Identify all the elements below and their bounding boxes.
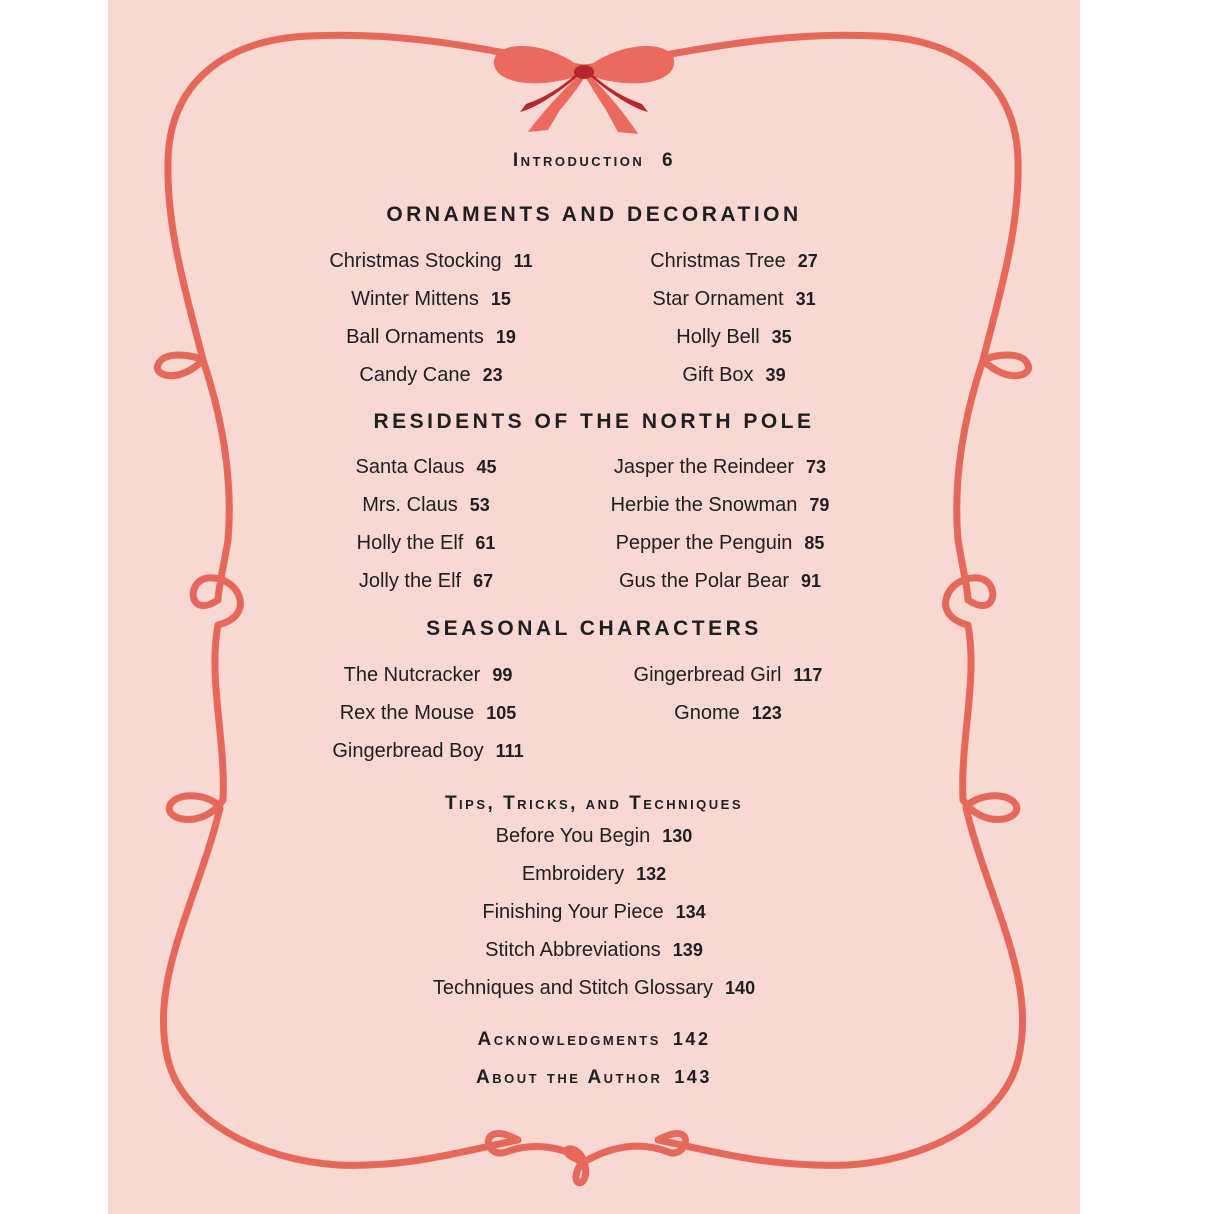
section-title-north-pole: RESIDENTS OF THE NORTH POLE: [373, 410, 815, 433]
intro-page: 6: [662, 150, 676, 171]
toc-entry[interactable]: [614, 455, 826, 479]
toc-entry[interactable]: [108, 900, 1080, 924]
toc-entry[interactable]: [344, 663, 513, 687]
entry-label: Mrs. Claus: [362, 494, 458, 516]
entry-label: Gift Box: [682, 364, 754, 386]
entry-label: Christmas Tree: [650, 250, 786, 272]
toc-entry[interactable]: [362, 493, 490, 517]
toc-entry[interactable]: [619, 569, 821, 593]
entry-page: 105: [486, 703, 517, 723]
entry-label: Embroidery: [521, 863, 625, 885]
toc-entry[interactable]: [340, 701, 517, 725]
toc-entry[interactable]: [650, 249, 818, 273]
toc-entry[interactable]: [346, 325, 516, 349]
toc-entry-about-author[interactable]: [108, 1067, 1080, 1089]
entry-page: 117: [793, 665, 823, 685]
entry-page: 134: [675, 902, 706, 922]
entry-page: 79: [809, 495, 830, 515]
toc-entry[interactable]: [359, 569, 493, 593]
entry-page: 91: [801, 571, 822, 591]
entry-page: 85: [804, 533, 825, 553]
entry-page: 15: [490, 289, 511, 309]
toc-entry[interactable]: [332, 739, 523, 763]
entry-page: 39: [765, 365, 786, 385]
entry-label: Ball Ornaments: [346, 326, 484, 348]
toc-entry[interactable]: [329, 249, 532, 273]
entry-label: Techniques and Stitch Glossary: [432, 977, 714, 999]
toc-entry[interactable]: [108, 938, 1080, 962]
entry-page: 111: [495, 741, 524, 761]
entry-label: Finishing Your Piece: [482, 901, 664, 923]
entry-label: Before You Begin: [495, 825, 651, 847]
entry-label: Candy Cane: [359, 364, 471, 386]
entry-label: Jasper the Reindeer: [613, 456, 795, 478]
entry-label: Herbie the Snowman: [610, 494, 798, 516]
entry-page: 130: [662, 826, 693, 846]
entry-label: Star Ornament: [652, 288, 784, 310]
entry-label: Gingerbread Girl: [633, 664, 782, 686]
entry-page: 139: [672, 940, 703, 960]
intro-entry[interactable]: [108, 150, 1080, 172]
entry-page: 140: [725, 978, 756, 998]
entry-page: 67: [473, 571, 494, 591]
entry-page: 123: [751, 703, 782, 723]
toc-entry[interactable]: [634, 663, 823, 687]
toc-entry[interactable]: [674, 701, 782, 725]
entry-page: 143: [674, 1067, 712, 1087]
entry-label: Santa Claus: [355, 456, 465, 478]
toc-entry[interactable]: [108, 824, 1080, 848]
toc-entry[interactable]: [359, 363, 502, 387]
toc-entry[interactable]: [652, 287, 815, 311]
toc-entry[interactable]: [676, 325, 791, 349]
entry-label: Winter Mittens: [351, 288, 479, 310]
entry-page: 35: [771, 327, 792, 347]
tips-title: Tips, Tricks, and Techniques: [444, 793, 744, 814]
toc-entry[interactable]: [351, 287, 511, 311]
entry-label: Stitch Abbreviations: [485, 939, 661, 961]
entry-label: Jolly the Elf: [358, 570, 462, 592]
entry-label: Holly the Elf: [356, 532, 464, 554]
toc-page: [108, 0, 1080, 1214]
entry-page: 142: [672, 1029, 711, 1049]
entry-label: Christmas Stocking: [329, 250, 502, 272]
entry-page: 31: [795, 289, 816, 309]
toc-entry[interactable]: [611, 493, 830, 517]
toc-entry[interactable]: [616, 531, 825, 555]
entry-label: Rex the Mouse: [339, 702, 475, 724]
entry-label: Gingerbread Boy: [332, 740, 484, 762]
toc-entry[interactable]: [682, 363, 785, 387]
entry-page: 61: [475, 533, 496, 553]
entry-label: Gus the Polar Bear: [618, 570, 790, 592]
entry-page: 53: [469, 495, 490, 515]
entry-page: 73: [806, 457, 827, 477]
entry-label: Pepper the Penguin: [615, 532, 793, 554]
toc-entry[interactable]: [108, 862, 1080, 886]
intro-label: Introduction: [512, 150, 645, 171]
toc-entry[interactable]: [108, 976, 1080, 1000]
entry-page: 45: [476, 457, 497, 477]
toc-entry[interactable]: [356, 455, 497, 479]
entry-page: 99: [492, 665, 513, 685]
section-title-seasonal: SEASONAL CHARACTERS: [426, 617, 762, 640]
entry-label: Acknowledgments: [477, 1029, 661, 1050]
entry-page: 19: [495, 327, 516, 347]
entry-page: 27: [797, 251, 818, 271]
entry-page: 132: [636, 864, 667, 884]
entry-page: 23: [482, 365, 503, 385]
toc-entry-acknowledgments[interactable]: [108, 1029, 1080, 1051]
entry-page: 11: [513, 251, 533, 271]
toc-entry[interactable]: [357, 531, 496, 555]
entry-label: The Nutcracker: [343, 664, 481, 686]
entry-label: About the Author: [476, 1067, 663, 1088]
entry-label: Holly Bell: [676, 326, 760, 348]
section-title-ornaments: ORNAMENTS AND DECORATION: [386, 203, 802, 226]
entry-label: Gnome: [674, 702, 740, 724]
